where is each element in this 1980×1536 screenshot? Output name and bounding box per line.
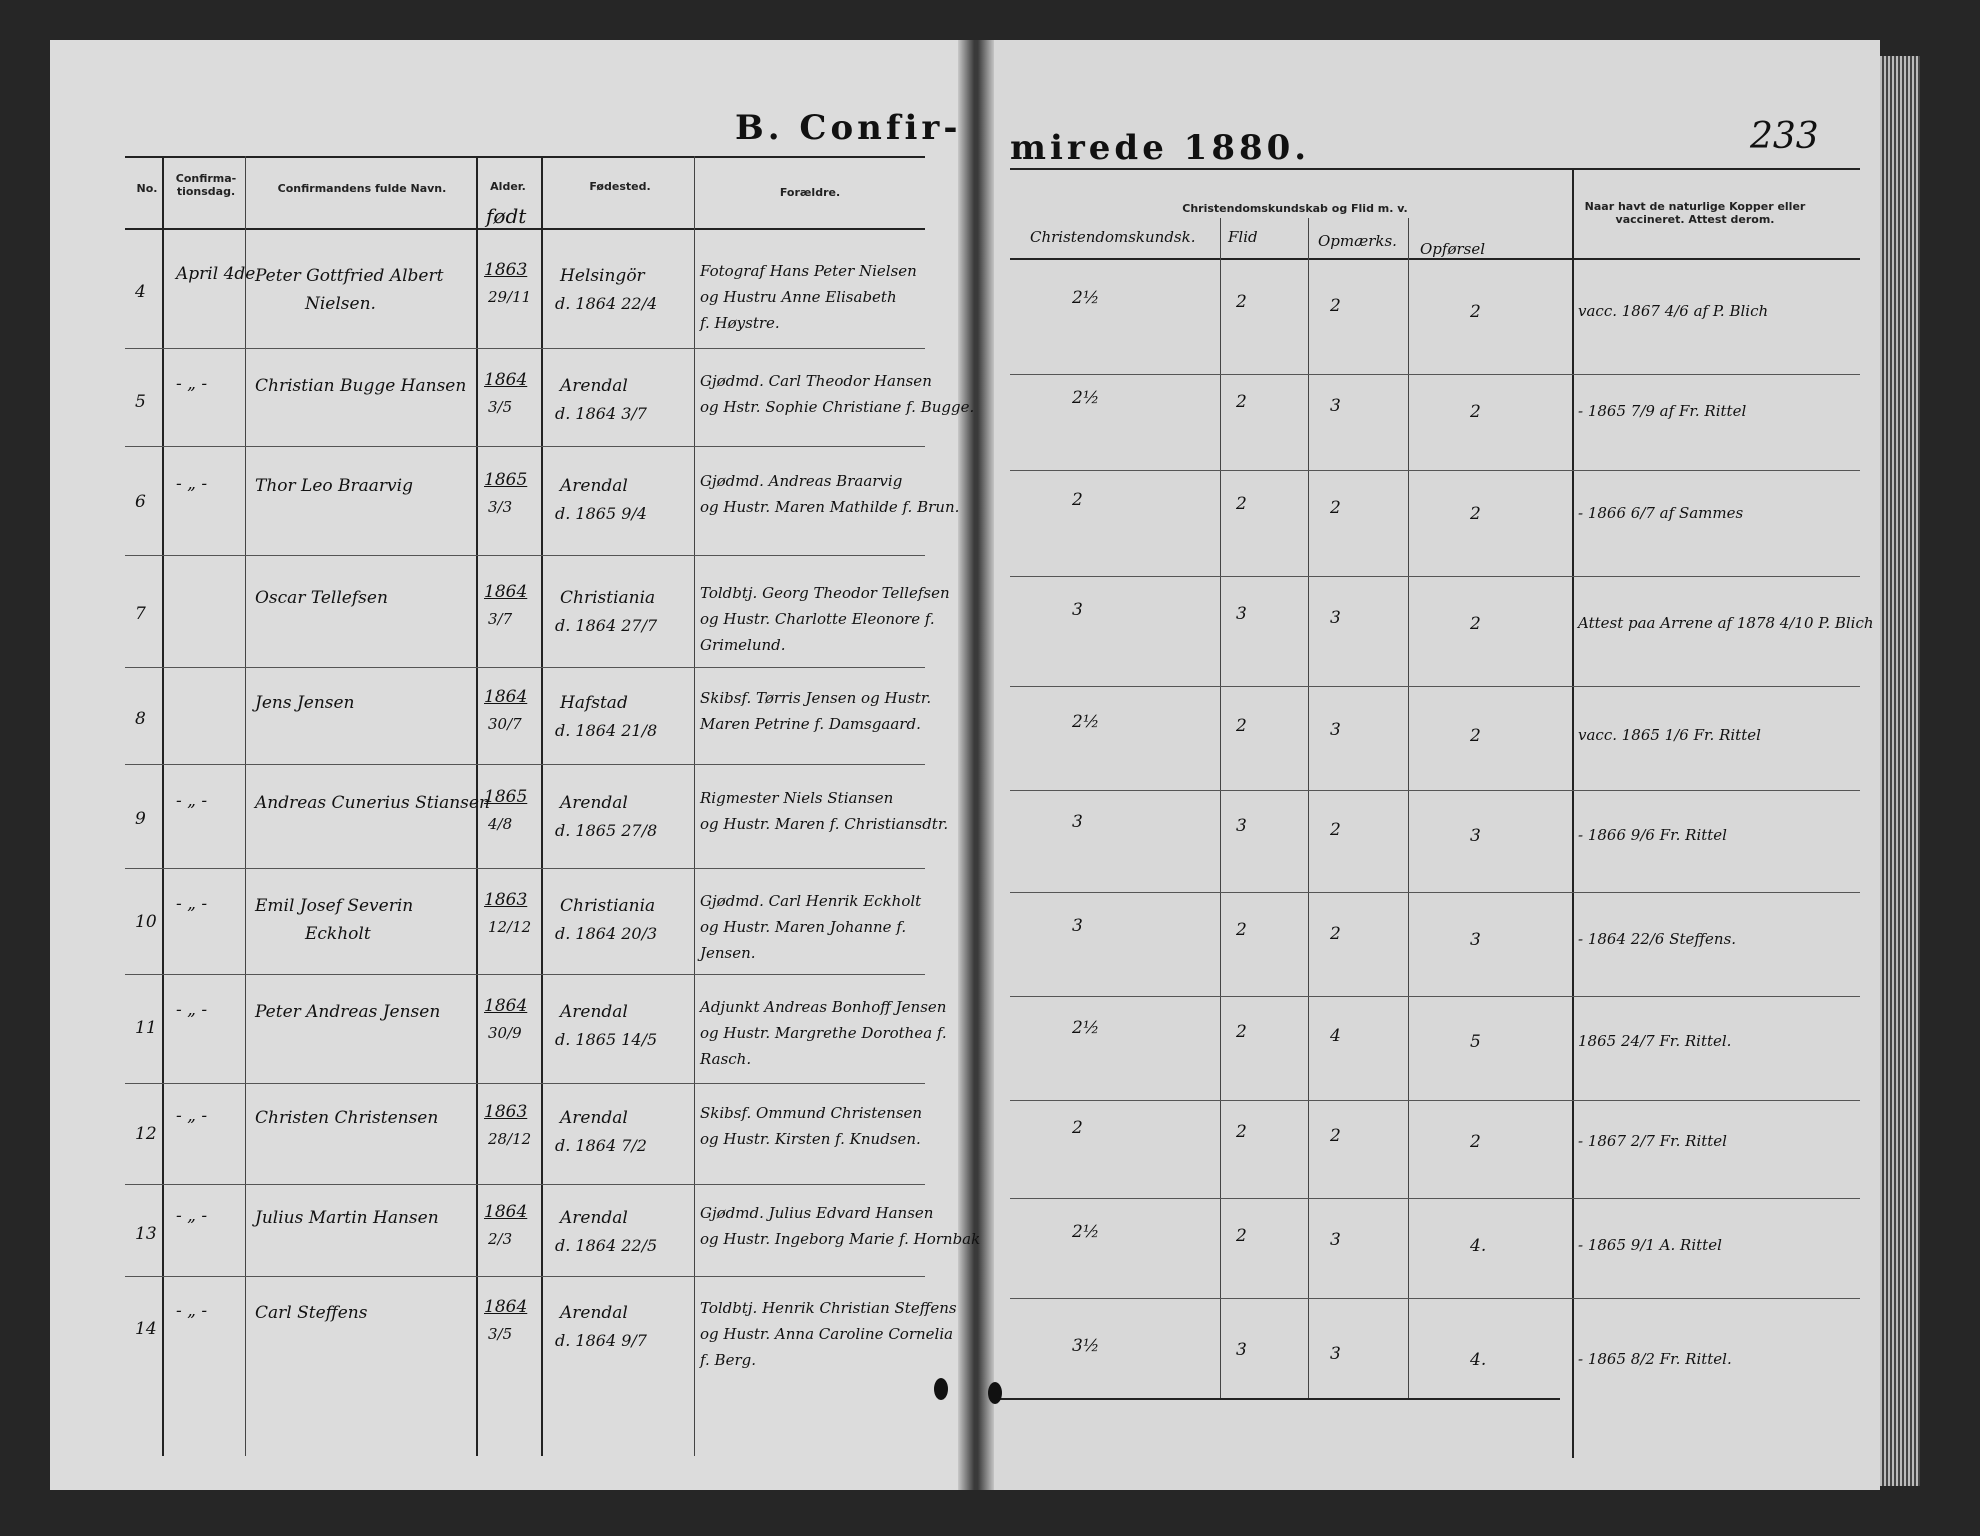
col-rule (1220, 218, 1221, 1398)
col-parents: Forældre. (779, 186, 841, 199)
confirmand-name: Emil Josef Severin (255, 896, 414, 916)
row-rule (125, 764, 925, 765)
row-rule (125, 348, 925, 349)
book-gutter (958, 40, 994, 1490)
row-rule (1010, 996, 1860, 997)
grade-behaviour: 2 (1470, 1132, 1481, 1152)
birth-day: 12/12 (488, 918, 532, 936)
birth-year: 1864 (484, 687, 528, 707)
parents-line-1: Gjødmd. Andreas Braarvig (700, 472, 903, 490)
vaccination-note: - 1865 7/9 af Fr. Rittel (1578, 402, 1747, 420)
birthplace: Helsingör (560, 266, 645, 286)
birthplace: Arendal (560, 1002, 628, 1022)
birth-year: 1863 (484, 890, 528, 910)
parents-line-1: Gjødmd. Carl Henrik Eckholt (700, 892, 922, 910)
grade-diligence: 3 (1236, 1340, 1247, 1360)
grade-behaviour: 3 (1470, 826, 1481, 846)
row-number: 4 (135, 282, 146, 302)
parents-line-1: Toldbtj. Georg Theodor Tellefsen (700, 584, 950, 602)
grade-knowledge: 3 (1072, 600, 1083, 620)
birth-day: 2/3 (488, 1230, 513, 1248)
row-rule (1010, 790, 1860, 791)
confirmand-name-cont: Nielsen. (305, 294, 376, 314)
right-page-title: mirede 1880. (1010, 128, 1311, 168)
confirmation-date: April 4de (176, 264, 256, 284)
parents-line-2: og Hustr. Maren f. Christiansdtr. (700, 815, 949, 833)
grade-diligence: 2 (1236, 494, 1247, 514)
row-rule (1010, 1100, 1860, 1101)
confirmand-name: Peter Andreas Jensen (255, 1002, 441, 1022)
baptism-date: d. 1864 22/4 (555, 294, 658, 313)
grade-diligence: 3 (1236, 604, 1247, 624)
grade-attention: 2 (1330, 498, 1341, 518)
parents-line-1: Fotograf Hans Peter Nielsen (700, 262, 917, 280)
vaccination-note: - 1866 6/7 af Sammes (1578, 504, 1744, 522)
grade-attention: 2 (1330, 296, 1341, 316)
confirmation-date: - „ - (176, 374, 208, 394)
grade-behaviour: 2 (1470, 726, 1481, 746)
grade-diligence: 3 (1236, 816, 1247, 836)
grade-behaviour: 5 (1470, 1032, 1481, 1052)
baptism-date: d. 1865 14/5 (555, 1030, 658, 1049)
confirmand-name: Christian Bugge Hansen (255, 376, 467, 396)
col-rule (694, 156, 695, 1456)
page-number: 233 (1750, 116, 1819, 157)
col-behaviour: Opførsel (1420, 240, 1486, 258)
col-rule (1308, 218, 1309, 1398)
row-number: 11 (135, 1018, 157, 1038)
baptism-date: d. 1864 20/3 (555, 924, 658, 943)
birth-day: 3/3 (488, 498, 513, 516)
parents-line-2: og Hustr. Charlotte Eleonore f. (700, 610, 935, 628)
col-attention: Opmærks. (1318, 232, 1397, 250)
row-number: 7 (135, 604, 146, 624)
grade-knowledge: 2½ (1072, 388, 1100, 408)
row-rule (1010, 1298, 1860, 1299)
vaccination-note: - 1867 2/7 Fr. Rittel (1578, 1132, 1727, 1150)
grade-behaviour: 2 (1470, 614, 1481, 634)
parents-line-1: Skibsf. Tørris Jensen og Hustr. (700, 689, 932, 707)
grade-attention: 3 (1330, 396, 1341, 416)
parents-line-1: Gjødmd. Carl Theodor Hansen (700, 372, 932, 390)
row-number: 9 (135, 809, 146, 829)
birthplace: Arendal (560, 1108, 628, 1128)
grade-attention: 2 (1330, 924, 1341, 944)
row-rule (125, 1276, 925, 1277)
grade-behaviour: 4. (1470, 1350, 1487, 1370)
col-no: No. (136, 182, 158, 195)
confirmation-date: - „ - (176, 474, 208, 494)
row-rule (1010, 892, 1860, 893)
left-page-title: B. Confir- (735, 108, 962, 148)
birthplace: Christiania (560, 896, 656, 916)
row-number: 5 (135, 392, 146, 412)
grade-diligence: 2 (1236, 1226, 1247, 1246)
rule (1010, 168, 1860, 170)
parents-line-1: Gjødmd. Julius Edvard Hansen (700, 1204, 934, 1222)
confirmand-name: Julius Martin Hansen (255, 1208, 439, 1228)
grade-attention: 3 (1330, 1344, 1341, 1364)
grade-knowledge: 3 (1072, 916, 1083, 936)
confirmand-name: Thor Leo Braarvig (255, 476, 413, 496)
row-rule (125, 1083, 925, 1084)
birth-day: 29/11 (488, 288, 532, 306)
parents-line-2: og Hustr. Maren Mathilde f. Brun. (700, 498, 960, 516)
col-birthplace: Fødested. (589, 180, 651, 193)
birthplace: Hafstad (560, 693, 628, 713)
row-rule (125, 555, 925, 556)
confirmand-name-cont: Eckholt (305, 924, 371, 944)
rule (1010, 258, 1860, 260)
row-rule (1010, 686, 1860, 687)
row-number: 12 (135, 1124, 157, 1144)
baptism-date: d. 1864 7/2 (555, 1136, 647, 1155)
col-rule (1572, 168, 1574, 1458)
confirmation-date: - „ - (176, 894, 208, 914)
row-rule (125, 974, 925, 975)
parents-line-3: f. Høystre. (700, 314, 780, 332)
grade-knowledge: 2½ (1072, 712, 1100, 732)
vaccination-note: Attest paa Arrene af 1878 4/10 P. Blich (1578, 614, 1874, 632)
parents-line-2: og Hustr. Anna Caroline Cornelia (700, 1325, 954, 1343)
confirmand-name: Christen Christensen (255, 1108, 439, 1128)
birth-day: 4/8 (488, 815, 513, 833)
baptism-date: d. 1864 21/8 (555, 721, 658, 740)
grade-behaviour: 3 (1470, 930, 1481, 950)
col-rule (1408, 218, 1409, 1398)
parents-line-1: Rigmester Niels Stiansen (700, 789, 894, 807)
grade-attention: 4 (1330, 1026, 1341, 1046)
birth-day: 3/5 (488, 1325, 513, 1343)
row-number: 13 (135, 1224, 157, 1244)
row-rule (1010, 374, 1860, 375)
col-rule (245, 156, 246, 1456)
row-rule (1010, 470, 1860, 471)
grade-attention: 3 (1330, 608, 1341, 628)
vaccination-note: vacc. 1867 4/6 af P. Blich (1578, 302, 1769, 320)
birthplace: Arendal (560, 376, 628, 396)
col-group: Christendomskundskab og Flid m. v. (1182, 202, 1408, 215)
grade-attention: 2 (1330, 820, 1341, 840)
grade-behaviour: 4. (1470, 1236, 1487, 1256)
birthplace: Arendal (560, 476, 628, 496)
binding-hole (988, 1382, 1002, 1404)
grade-behaviour: 2 (1470, 402, 1481, 422)
col-rule (541, 156, 543, 1456)
grade-knowledge: 2½ (1072, 288, 1100, 308)
col-vaccination: Naar havt de naturlige Kopper eller vaccineret. Attest derom. (1584, 200, 1806, 226)
birth-year: 1864 (484, 1297, 528, 1317)
row-rule (125, 667, 925, 668)
parents-line-2: og Hustr. Ingeborg Marie f. Hornbak (700, 1230, 981, 1248)
col-rule (162, 156, 164, 1456)
row-number: 8 (135, 709, 146, 729)
parents-line-1: Adjunkt Andreas Bonhoff Jensen (700, 998, 947, 1016)
row-number: 10 (135, 912, 157, 932)
row-rule (125, 1184, 925, 1185)
grade-knowledge: 3 (1072, 812, 1083, 832)
grade-diligence: 2 (1236, 292, 1247, 312)
page-edges (1880, 56, 1920, 1486)
vaccination-note: - 1865 9/1 A. Rittel (1578, 1236, 1722, 1254)
grade-knowledge: 3½ (1072, 1336, 1100, 1356)
confirmation-date: - „ - (176, 1106, 208, 1126)
vaccination-note: 1865 24/7 Fr. Rittel. (1578, 1032, 1732, 1050)
parents-line-2: og Hustru Anne Elisabeth (700, 288, 897, 306)
row-rule (125, 868, 925, 869)
binding-hole (934, 1378, 948, 1400)
grade-behaviour: 2 (1470, 302, 1481, 322)
col-knowledge: Christendomskundsk. (1030, 228, 1196, 246)
col-diligence: Flid (1228, 228, 1258, 246)
grade-diligence: 2 (1236, 716, 1247, 736)
parents-line-2: og Hustr. Margrethe Dorothea f. (700, 1024, 947, 1042)
grade-knowledge: 2½ (1072, 1018, 1100, 1038)
row-number: 6 (135, 492, 146, 512)
grade-diligence: 2 (1236, 392, 1247, 412)
birth-year: 1865 (484, 470, 528, 490)
birth-year: 1864 (484, 582, 528, 602)
grade-diligence: 2 (1236, 1122, 1247, 1142)
col-age: Alder. (490, 180, 526, 193)
grade-knowledge: 2 (1072, 1118, 1083, 1138)
baptism-date: d. 1864 22/5 (555, 1236, 658, 1255)
baptism-date: d. 1865 27/8 (555, 821, 658, 840)
grade-attention: 2 (1330, 1126, 1341, 1146)
confirmand-name: Peter Gottfried Albert (255, 266, 444, 286)
grade-diligence: 2 (1236, 920, 1247, 940)
birthplace: Arendal (560, 1303, 628, 1323)
baptism-date: d. 1864 9/7 (555, 1331, 647, 1350)
baptism-date: d. 1864 27/7 (555, 616, 658, 635)
row-rule (125, 446, 925, 447)
parents-line-3: Rasch. (700, 1050, 752, 1068)
vaccination-note: - 1866 9/6 Fr. Rittel (1578, 826, 1727, 844)
baptism-date: d. 1864 3/7 (555, 404, 647, 423)
parents-line-1: Toldbtj. Henrik Christian Steffens (700, 1299, 957, 1317)
parents-line-1: Skibsf. Ommund Christensen (700, 1104, 923, 1122)
birthplace: Arendal (560, 793, 628, 813)
parents-line-2: og Hstr. Sophie Christiane f. Bugge. (700, 398, 975, 416)
grade-attention: 3 (1330, 1230, 1341, 1250)
grade-behaviour: 2 (1470, 504, 1481, 524)
birth-year: 1863 (484, 260, 528, 280)
parents-line-2: Maren Petrine f. Damsgaard. (700, 715, 921, 733)
col-name: Confirmandens fulde Navn. (277, 182, 447, 195)
col-age-sub: født (486, 204, 527, 228)
parents-line-3: Jensen. (700, 944, 756, 962)
confirmand-name: Jens Jensen (255, 693, 355, 713)
birth-day: 30/7 (488, 715, 522, 733)
birth-year: 1864 (484, 370, 528, 390)
vaccination-note: - 1864 22/6 Steffens. (1578, 930, 1737, 948)
row-rule (1010, 576, 1860, 577)
birth-day: 30/9 (488, 1024, 522, 1042)
confirmation-date: - „ - (176, 1206, 208, 1226)
birth-day: 3/5 (488, 398, 513, 416)
birth-year: 1864 (484, 1202, 528, 1222)
row-rule (1010, 1198, 1860, 1199)
birthplace: Arendal (560, 1208, 628, 1228)
birth-year: 1864 (484, 996, 528, 1016)
col-date: Confirma-tionsdag. (175, 172, 237, 198)
confirmation-date: - „ - (176, 1301, 208, 1321)
confirmation-date: - „ - (176, 791, 208, 811)
birth-year: 1865 (484, 787, 528, 807)
confirmand-name: Andreas Cunerius Stiansen (255, 793, 490, 813)
parents-line-3: Grimelund. (700, 636, 786, 654)
grade-knowledge: 2½ (1072, 1222, 1100, 1242)
confirmand-name: Carl Steffens (255, 1303, 368, 1323)
birth-day: 3/7 (488, 610, 513, 628)
grade-attention: 3 (1330, 720, 1341, 740)
parents-line-2: og Hustr. Maren Johanne f. (700, 918, 907, 936)
birth-year: 1863 (484, 1102, 528, 1122)
birthplace: Christiania (560, 588, 656, 608)
row-rule (990, 1398, 1560, 1400)
vaccination-note: vacc. 1865 1/6 Fr. Rittel (1578, 726, 1761, 744)
grade-diligence: 2 (1236, 1022, 1247, 1042)
grade-knowledge: 2 (1072, 490, 1083, 510)
left-page (50, 40, 965, 1490)
row-number: 14 (135, 1319, 157, 1339)
confirmand-name: Oscar Tellefsen (255, 588, 388, 608)
vaccination-note: - 1865 8/2 Fr. Rittel. (1578, 1350, 1732, 1368)
birth-day: 28/12 (488, 1130, 532, 1148)
confirmation-date: - „ - (176, 1000, 208, 1020)
parents-line-2: og Hustr. Kirsten f. Knudsen. (700, 1130, 921, 1148)
parents-line-3: f. Berg. (700, 1351, 756, 1369)
baptism-date: d. 1865 9/4 (555, 504, 647, 523)
